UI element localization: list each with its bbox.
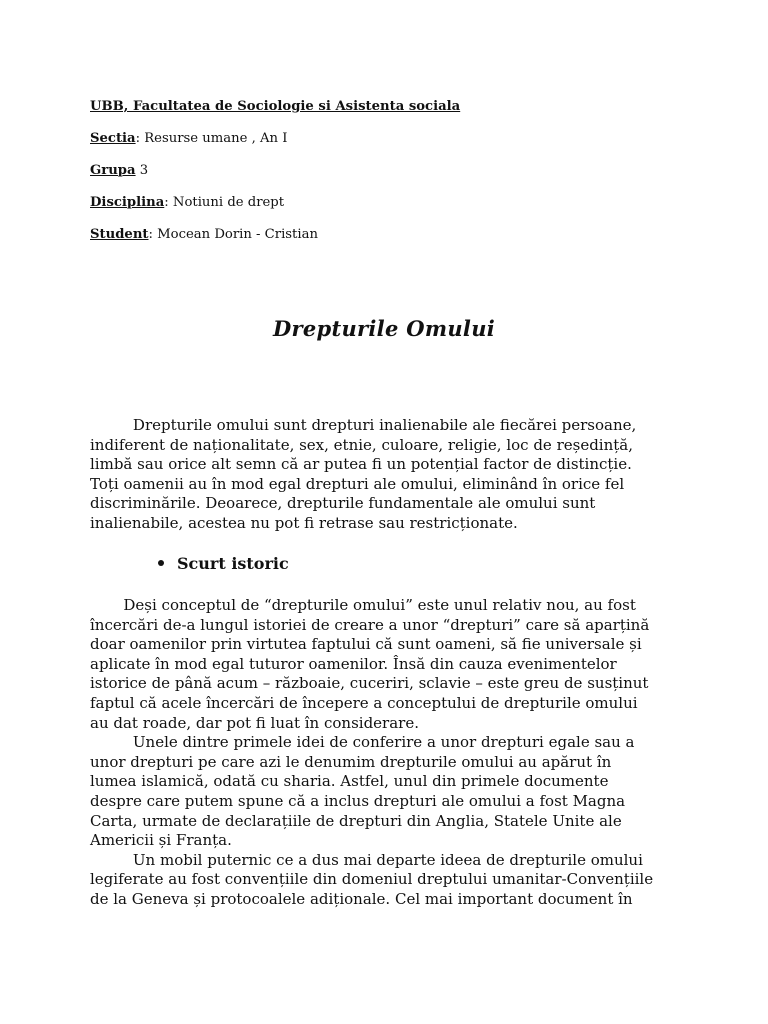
text-line: legiferate au fost convențiile din domeniul dreptului umanitar-Convențiile — [90, 870, 654, 889]
text-line: de la Geneva și protocoalele adiționale. Cel mai important document în — [90, 889, 633, 908]
text-line: Deși conceptul de “drepturile omului” este unul relativ nou, au fost — [90, 596, 636, 614]
university-line: UBB, Facultatea de Sociologie si Asistenta sociala — [90, 99, 461, 114]
section-line — [90, 123, 460, 155]
text-line: unor drepturi pe care azi le denumim drepturile omului au apărut în — [90, 752, 612, 771]
section-value: : Resurse umane , An I — [135, 131, 288, 146]
history-paragraph — [90, 596, 690, 910]
text-line: istorice de până acum – războaie, cuceriri, sclavie – este greu de susținut — [90, 674, 649, 693]
text-line: aplicate în mod egal tuturor oamenilor. Însă din cauza evenimentelor — [90, 654, 617, 673]
discipline-label: Disciplina — [90, 195, 165, 210]
student-line — [90, 219, 460, 251]
text-line: despre care putem spune că a inclus drepturi ale omului a fost Magna — [90, 791, 626, 810]
text-line: Americii și Franța. — [90, 831, 232, 850]
text-line: doar oamenilor prin virtutea faptului că sunt oameni, să fie universale și — [90, 635, 642, 654]
section-heading — [158, 554, 289, 573]
text-line: inalienabile, acestea nu pot fi retrase sau restricționate. — [90, 513, 518, 532]
discipline-line — [90, 187, 460, 219]
document-header — [90, 91, 460, 251]
group-label: Grupa — [90, 163, 136, 178]
text-line: Un mobil puternic ce a dus mai departe ideea de drepturile omului — [90, 850, 643, 869]
section-heading-text: Scurt istoric — [177, 554, 289, 573]
text-line: au dat roade, dar pot fi luat în considerare. — [90, 713, 419, 732]
text-line: Carta, urmate de declarațiile de drepturi din Anglia, Statele Unite ale — [90, 811, 622, 830]
student-label: Student — [90, 227, 149, 242]
text-line: discriminările. Deoarece, drepturile fundamentale ale omului sunt — [90, 494, 596, 513]
group-value: 3 — [135, 163, 149, 178]
text-line: limbă sau orice alt semn că ar putea fi un potențial factor de distincție. — [90, 455, 632, 474]
bullet-icon — [158, 560, 164, 566]
text-line: Drepturile omului sunt drepturi inalienabile ale fiecărei persoane, — [90, 416, 637, 434]
text-line: Unele dintre primele idei de conferire a unor drepturi egale sau a — [90, 733, 635, 752]
text-line: faptul că acele încercări de începere a conceptului de drepturile omului — [90, 693, 638, 712]
section-label: Sectia — [90, 131, 136, 146]
text-line: indiferent de naționalitate, sex, etnie, culoare, religie, loc de reședință, — [90, 435, 633, 454]
text-line: încercări de-a lungul istoriei de creare a unor “drepturi” care să aparțină — [90, 615, 650, 634]
text-line: lumea islamică, odată cu sharia. Astfel, unul din primele documente — [90, 772, 609, 791]
discipline-value: : Notiuni de drept — [164, 195, 285, 210]
text-line: Toți oamenii au în mod egal drepturi ale omului, eliminând în orice fel — [90, 474, 625, 493]
student-value: : Mocean Dorin - Cristian — [148, 227, 318, 242]
document-title: Drepturile Omului — [272, 316, 496, 341]
intro-paragraph — [90, 416, 690, 534]
group-line — [90, 155, 460, 187]
